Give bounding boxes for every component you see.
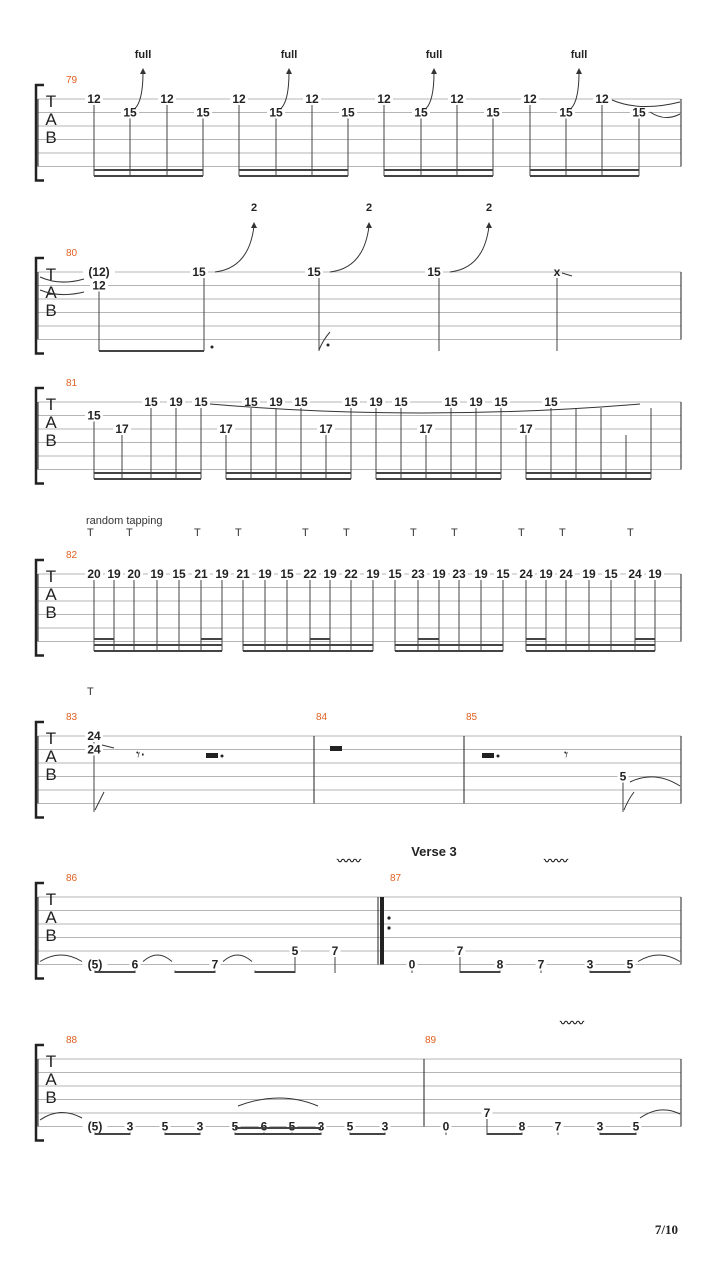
tap-marker: T xyxy=(235,527,242,539)
fret-number: 24 xyxy=(628,567,642,581)
eighth-rest: 𝄾· xyxy=(136,745,146,764)
fret-number: 22 xyxy=(344,567,358,581)
fret-number: 12 xyxy=(305,92,319,106)
fret-number: (12) xyxy=(88,265,110,279)
tab-clef-letter: T xyxy=(45,265,57,284)
fret-number: 21 xyxy=(194,567,208,581)
fret-number: 8 xyxy=(518,1119,526,1134)
tap-marker: T xyxy=(126,527,133,539)
bend-amount-label: full xyxy=(280,49,298,61)
fret-number: 3 xyxy=(586,957,594,972)
fret-number: 15 xyxy=(486,105,500,120)
fret-number: 12 xyxy=(92,278,106,293)
tab-clef-letter: A xyxy=(45,413,57,432)
fret-number: 19 xyxy=(107,567,121,581)
fret-number: 21 xyxy=(236,567,250,581)
vibrato-mark: 〰〰 xyxy=(336,854,362,868)
slide-line xyxy=(562,273,572,276)
fret-number: 0 xyxy=(442,1119,450,1134)
fret-number: 3 xyxy=(596,1119,604,1134)
fret-number: 15 xyxy=(427,265,441,279)
bend-amount-label: 2 xyxy=(365,202,373,214)
fret-number: 15 xyxy=(307,265,321,279)
fret-number: 23 xyxy=(452,567,466,581)
measure-number: 83 xyxy=(66,712,78,723)
fret-number: 15 xyxy=(172,567,186,581)
measure-number: 80 xyxy=(66,248,78,259)
bend-amount-label: full xyxy=(425,49,443,61)
fret-number: 3 xyxy=(381,1119,389,1134)
tab-clef-letter: A xyxy=(45,110,57,129)
tie xyxy=(40,1112,82,1120)
tie xyxy=(223,955,252,962)
fret-number: 17 xyxy=(219,422,233,436)
fret-number: 3 xyxy=(126,1119,134,1134)
arrow-head xyxy=(486,222,492,228)
fret-number: 22 xyxy=(303,567,317,581)
fret-number: 19 xyxy=(366,567,380,581)
fret-number: 15 xyxy=(244,395,258,409)
fret-number: 15 xyxy=(294,395,308,409)
tab-clef-letter: A xyxy=(45,283,57,302)
fret-number: 17 xyxy=(419,422,433,436)
fret-number: 5 xyxy=(288,1119,296,1134)
tab-system-6 xyxy=(36,844,681,979)
bend-arrow xyxy=(426,72,434,109)
fret-number: 15 xyxy=(394,395,408,409)
tap-marker: T xyxy=(627,527,634,539)
fret-number: 19 xyxy=(269,395,283,409)
fret-number: 15 xyxy=(280,567,294,581)
fret-number: 15 xyxy=(388,567,402,581)
whole-rest xyxy=(330,746,342,751)
fret-number: 19 xyxy=(474,567,488,581)
repeat-dot xyxy=(387,926,390,929)
tab-clef-letter: T xyxy=(45,567,57,586)
tap-marker: T xyxy=(410,527,417,539)
tab-clef-letter: B xyxy=(45,301,57,320)
vibrato-mark: 〰〰 xyxy=(559,1016,585,1030)
bend-arrow xyxy=(571,72,579,109)
bend-arrow xyxy=(450,226,489,272)
fret-number: 12 xyxy=(87,92,101,106)
fret-number: 24 xyxy=(519,567,533,581)
dot xyxy=(497,755,500,758)
vibrato-mark: 〰〰 xyxy=(543,854,569,868)
tab-system-5 xyxy=(36,686,681,818)
measure-number: 79 xyxy=(66,75,78,86)
fret-number: 3 xyxy=(196,1119,204,1134)
arrow-head xyxy=(286,68,292,74)
fret-number: 15 xyxy=(414,105,428,120)
fret-number: 19 xyxy=(169,395,183,409)
tab-clef-letter: T xyxy=(45,890,57,909)
bend-arrow xyxy=(135,72,143,109)
measure-number: 89 xyxy=(425,1035,437,1046)
fret-number: 5 xyxy=(346,1119,354,1134)
tab-system-7 xyxy=(36,1016,681,1141)
fret-number: 19 xyxy=(323,567,337,581)
fret-number: 19 xyxy=(539,567,553,581)
fret-number: 7 xyxy=(456,944,464,958)
fret-number: 17 xyxy=(115,422,129,436)
tie xyxy=(638,955,680,962)
fret-number: 7 xyxy=(554,1119,562,1134)
fret-number: 15 xyxy=(87,408,101,423)
fret-number: 15 xyxy=(194,395,208,409)
measure-number: 84 xyxy=(316,712,328,723)
tab-system-4 xyxy=(36,515,681,656)
fret-number: 24 xyxy=(87,742,101,757)
arrow-head xyxy=(366,222,372,228)
fret-number: 15 xyxy=(341,105,355,120)
fret-number: 19 xyxy=(648,567,662,581)
tab-clef-letter: B xyxy=(45,603,57,622)
tie xyxy=(630,777,680,786)
tap-marker: T xyxy=(87,686,94,698)
bend-amount-label: 2 xyxy=(485,202,493,214)
bend-amount-label: full xyxy=(134,49,152,61)
tie xyxy=(143,955,172,962)
tab-system-2 xyxy=(36,202,681,354)
dot xyxy=(211,346,214,349)
fret-number: (5) xyxy=(87,957,103,972)
tab-system-3 xyxy=(36,378,681,484)
fret-number: 7 xyxy=(483,1106,491,1120)
dot xyxy=(221,755,224,758)
fret-number: 5 xyxy=(291,944,299,958)
tab-clef-letter: A xyxy=(45,585,57,604)
fret-number: 20 xyxy=(127,567,141,581)
slide-line xyxy=(102,745,114,748)
bend-arrow xyxy=(330,226,369,272)
fret-number: 6 xyxy=(260,1119,268,1134)
fret-number: 5 xyxy=(231,1119,239,1134)
flag xyxy=(95,792,104,810)
fret-number: 5 xyxy=(161,1119,169,1134)
repeat-bar xyxy=(380,897,384,965)
fret-number: 12 xyxy=(595,92,609,106)
measure-number: 82 xyxy=(66,550,78,561)
tab-clef-letter: A xyxy=(45,1070,57,1089)
measure-number: 87 xyxy=(390,873,402,884)
fret-number: 17 xyxy=(319,422,333,436)
flag xyxy=(319,332,330,350)
fret-number: 15 xyxy=(559,105,573,120)
bend-amount-label: full xyxy=(570,49,588,61)
fret-number: 15 xyxy=(144,395,158,409)
fret-number: 7 xyxy=(331,944,339,958)
fret-number: 15 xyxy=(444,395,458,409)
fret-number: 15 xyxy=(494,395,508,409)
fret-number: 19 xyxy=(369,395,383,409)
tap-marker: T xyxy=(559,527,566,539)
fret-number: 15 xyxy=(269,105,283,120)
tab-clef-letter: T xyxy=(45,729,57,748)
tab-clef-letter: T xyxy=(45,395,57,414)
random-tapping-label: random tapping xyxy=(86,515,163,527)
arrow-head xyxy=(576,68,582,74)
eighth-rest: 𝄾 xyxy=(564,745,569,764)
fret-number: 19 xyxy=(432,567,446,581)
tie xyxy=(40,955,82,962)
fret-number: 5 xyxy=(626,957,634,972)
fret-number: 19 xyxy=(215,567,229,581)
fret-number: 12 xyxy=(377,92,391,106)
fret-number: 12 xyxy=(160,92,174,106)
tab-clef-letter: B xyxy=(45,431,57,450)
bend-arrow xyxy=(215,226,254,272)
fret-number: 15 xyxy=(196,105,210,120)
bend-arrow xyxy=(281,72,289,109)
measure-number: 85 xyxy=(466,712,478,723)
fret-number: 17 xyxy=(519,422,533,436)
half-rest xyxy=(206,753,218,758)
tab-clef-letter: B xyxy=(45,926,57,945)
tab-clef-letter: B xyxy=(45,128,57,147)
fret-number: (5) xyxy=(87,1119,103,1134)
fret-number: 8 xyxy=(496,957,504,972)
fret-number: 6 xyxy=(131,957,139,972)
fret-number: 24 xyxy=(559,567,573,581)
tap-marker: T xyxy=(451,527,458,539)
repeat-dot xyxy=(387,916,390,919)
fret-number: 15 xyxy=(632,105,646,120)
fret-number: 15 xyxy=(344,395,358,409)
fret-number: 12 xyxy=(450,92,464,106)
flag xyxy=(624,792,634,810)
fret-number: 7 xyxy=(211,957,219,972)
fret-number: 5 xyxy=(619,769,627,784)
measure-number: 81 xyxy=(66,378,78,389)
dot xyxy=(327,344,330,347)
page-number: 7/10 xyxy=(654,1222,678,1237)
measure-number: 86 xyxy=(66,873,78,884)
fret-number: 19 xyxy=(469,395,483,409)
fret-number: 19 xyxy=(258,567,272,581)
fret-number: 12 xyxy=(523,92,537,106)
arrow-head xyxy=(431,68,437,74)
tab-clef-letter: B xyxy=(45,765,57,784)
tap-marker: T xyxy=(87,527,94,539)
tab-clef-letter: A xyxy=(45,908,57,927)
fret-number: 23 xyxy=(411,567,425,581)
tap-marker: T xyxy=(343,527,350,539)
fret-number: 15 xyxy=(544,395,558,409)
tap-marker: T xyxy=(194,527,201,539)
section-title: Verse 3 xyxy=(411,844,457,859)
fret-number: 15 xyxy=(123,105,137,120)
fret-number: 15 xyxy=(192,265,206,279)
tie xyxy=(640,1110,680,1118)
fret-number: 3 xyxy=(317,1119,325,1134)
fret-number: 15 xyxy=(604,567,618,581)
tab-clef-letter: A xyxy=(45,747,57,766)
fret-number: 0 xyxy=(408,957,416,972)
tab-clef-letter: T xyxy=(45,92,57,111)
fret-number: 12 xyxy=(232,92,246,106)
tab-clef-letter: T xyxy=(45,1052,57,1071)
fret-number: 20 xyxy=(87,567,101,581)
dead-note: x xyxy=(553,265,561,279)
tie xyxy=(612,100,680,107)
tap-marker: T xyxy=(518,527,525,539)
bend-amount-label: 2 xyxy=(250,202,258,214)
fret-number: 5 xyxy=(632,1119,640,1134)
tab-clef-letter: B xyxy=(45,1088,57,1107)
tap-marker: T xyxy=(302,527,309,539)
fret-number: 15 xyxy=(496,567,510,581)
arrow-head xyxy=(140,68,146,74)
fret-number: 19 xyxy=(150,567,164,581)
half-rest xyxy=(482,753,494,758)
fret-number: 24 xyxy=(87,729,101,743)
fret-number: 7 xyxy=(537,957,545,972)
arrow-head xyxy=(251,222,257,228)
measure-number: 88 xyxy=(66,1035,78,1046)
tab-system-1 xyxy=(36,49,681,181)
fret-number: 19 xyxy=(582,567,596,581)
